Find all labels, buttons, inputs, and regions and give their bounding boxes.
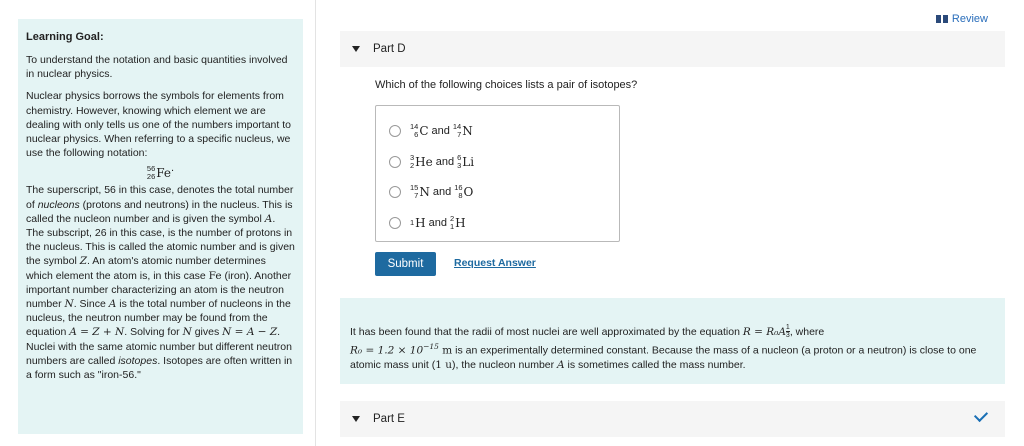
caret-down-icon bbox=[352, 46, 360, 52]
submit-button[interactable]: Submit bbox=[375, 252, 436, 276]
caret-down-icon bbox=[352, 416, 360, 422]
choice-option-1[interactable]: 14 6 C and 14 7 N bbox=[376, 116, 619, 147]
part-e-title: Part E bbox=[373, 413, 405, 425]
learning-goal-text: To understand the notation and basic quantities involved in nuclear physics. bbox=[26, 54, 288, 81]
choice-option-2[interactable]: 3 2 He and 6 3 Li bbox=[376, 147, 619, 178]
panel-divider bbox=[315, 0, 316, 446]
choice-option-4[interactable]: 1 H and 2 1 H bbox=[376, 208, 619, 239]
review-label: Review bbox=[951, 13, 988, 25]
choice-option-3[interactable]: 15 7 N and 16 8 O bbox=[376, 177, 619, 208]
part-e-header[interactable] bbox=[340, 401, 1005, 437]
info-box: It has been found that the radii of most nuclei are well approximated by the equation R = R₀A $\frac{1}{3}$ , where $R_0 = 1.2 \times 10^{-15}$ m is an experimentally determined constant. Because the mass of a nucleon (a proton or a neutron) is close to one atomic mass unit (1 u), the nucleon number A is sometimes called the mass number. bbox=[340, 298, 1005, 384]
fe-notation: 56 26 Fe . bbox=[146, 162, 175, 182]
learning-goal-panel bbox=[18, 19, 303, 434]
radio-button[interactable] bbox=[389, 156, 401, 168]
learning-goal-title: Learning Goal: bbox=[26, 31, 104, 43]
intro-paragraph: Nuclear physics borrows the symbols for elements from chemistry. However, knowing which element we are dealing with only tells us one of the numbers important to nuclear physics. When referring to a specific nucleus, we use the following notation: bbox=[26, 90, 291, 160]
review-link[interactable] bbox=[936, 13, 988, 25]
part-d-header[interactable] bbox=[340, 31, 1005, 67]
radio-button[interactable] bbox=[389, 217, 401, 229]
review-icon bbox=[936, 15, 948, 23]
radio-button[interactable] bbox=[389, 186, 401, 198]
question-text: Which of the following choices lists a pair of isotopes? bbox=[375, 79, 638, 91]
part-d-title: Part D bbox=[373, 43, 406, 55]
radio-button[interactable] bbox=[389, 125, 401, 137]
explanation-paragraph: The superscript, 56 in this case, denotes the total number of nucleons (protons and neutrons) in the nucleus. This is called the nucleon number and is given the symbol A. The subscript, 26 in this case, is the number of protons in the nucleus. This is called the atomic number and is given the symbol Z. An atom's atomic number determines which element the atom is, in this case Fe (iron). Another important number characterizing an atom is the neutron number N. Since A is the total number of nucleons in the nucleus, the neutron number may be found from the equation A = Z + N. Solving for N gives N = A − Z. Nuclei with the same atomic number but different neutron numbers are called isotopes. Isotopes are often written in a form such as "iron-56." bbox=[26, 184, 295, 382]
checkmark-icon bbox=[974, 408, 988, 422]
choice-list bbox=[375, 105, 620, 242]
request-answer-link[interactable]: Request Answer bbox=[454, 257, 536, 269]
